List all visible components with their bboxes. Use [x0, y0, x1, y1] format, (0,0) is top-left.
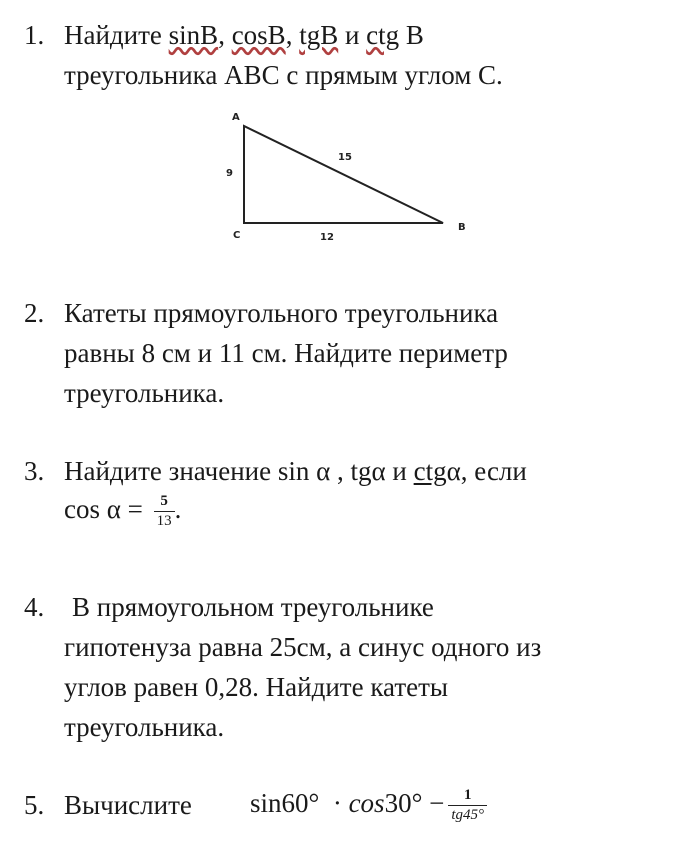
vertex-label-a: A — [232, 112, 240, 123]
problem-text-line: треугольника. — [64, 378, 225, 408]
problem-text-line: гипотенуза равна 25см, а синус одного из — [64, 632, 542, 662]
problem-number: 3. — [24, 456, 45, 486]
fraction-numerator: 5 — [160, 493, 168, 510]
fraction — [154, 494, 175, 529]
problem-text-line: треугольника ABC с прямым углом C. — [64, 60, 503, 90]
problem-number: 2. — [24, 298, 45, 328]
problem-text-line: В прямоугольном треугольнике — [72, 592, 434, 622]
problem-text-line: равны 8 см и 11 см. Найдите периметр — [64, 338, 508, 368]
vertex-label-c: C — [233, 230, 241, 241]
side-label-cb: 12 — [320, 232, 334, 243]
fraction — [448, 788, 487, 823]
right-triangle-diagram — [0, 108, 675, 248]
vertex-label-b: B — [458, 222, 466, 233]
triangle-abc — [244, 126, 443, 223]
problem-text-line: треугольника. — [64, 712, 225, 742]
problem-text-line: Найдите значение sin α , tgα и ctgα, если — [64, 456, 527, 486]
problem-number: 1. — [24, 20, 45, 50]
problem-formula: sin60° · cos30° − $\frac{1}{tg45^\circ}$ — [250, 788, 487, 823]
problem-text-line: Вычислите — [64, 790, 192, 820]
problem-number: 4. — [24, 592, 45, 622]
fraction-denominator: 13 — [154, 511, 175, 529]
side-label-ab: 15 — [338, 152, 352, 163]
problem-formula-line: cos α = $\frac{5}{13}$ . — [64, 493, 182, 530]
fraction-numerator: 1 — [463, 787, 472, 804]
problem-number: 5. — [24, 790, 45, 820]
fraction-denominator: tg45° — [448, 805, 487, 823]
side-label-ac: 9 — [226, 168, 233, 179]
problem-text-line: Найдите sinB, cosB, tgB и ctg B — [64, 20, 424, 50]
problem-text-line: Катеты прямоугольного треугольника — [64, 298, 499, 328]
problem-text-line: углов равен 0,28. Найдите катеты — [64, 672, 449, 702]
